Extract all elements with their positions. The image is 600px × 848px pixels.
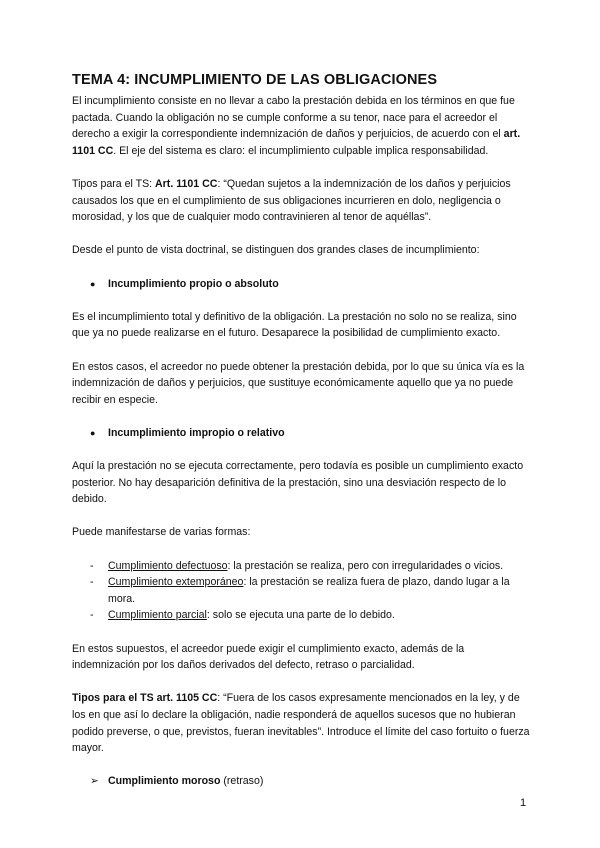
propio-heading-text: Incumplimiento propio o absoluto	[108, 277, 279, 290]
tipos2-text-c: : “Fuera de los casos expresamente mencionados en la ley, y de los en que así lo declare la obligación, nadie responderá de aquellos sucesos que no hubieran podido preverse, o que, previstos, fueran inevitables”. Introduce el límite del caso fortuito o fuerza mayor.	[72, 692, 530, 755]
list-item-term: Cumplimiento defectuoso	[108, 559, 228, 572]
tipos1-text-a: Tipos para el TS:	[72, 177, 156, 190]
impropio-heading	[72, 425, 532, 442]
impropio-paragraph-3: En estos supuestos, el acreedor puede exigir el cumplimiento exacto, además de la indemnización por los daños derivados del defecto, retraso o parcialidad.	[72, 642, 465, 672]
list-item-text: : la prestación se realiza, pero con irregularidades o vicios.	[227, 559, 504, 572]
page-title: TEMA 4: INCUMPLIMIENTO DE LAS OBLIGACIONES	[72, 72, 438, 88]
list-item-text: : la prestación se realiza fuera de plazo, dando lugar a la mora.	[108, 576, 510, 605]
list-item	[72, 607, 532, 624]
dash-marker: -	[90, 559, 94, 572]
list-item	[72, 558, 532, 575]
tipos1-article-ref: Art. 1101 CC	[155, 177, 218, 190]
intro-paragraph	[72, 93, 532, 159]
document-body	[72, 72, 532, 790]
propio-heading	[72, 276, 532, 293]
tipos1-text-c: : “Quedan sujetos a la indemnización de los daños y perjuicios causados los que en el cumplimiento de sus obligaciones incurrieren en dolo, negligencia o morosidad, y los que de cualquier modo contravinieren al tenor de aquéllas”.	[72, 177, 511, 224]
propio-paragraph-2: En estos casos, el acreedor no puede obtener la prestación debida, por lo que su única vía es la indemnización de daños y perjuicios, que sustituye económicamente aquello que ya no puede recibir en especie.	[72, 360, 525, 406]
bullet-icon: ●	[90, 278, 96, 289]
moroso-heading-rest: (retraso)	[220, 775, 264, 788]
impropio-paragraph-1: Aquí la prestación no se ejecuta correctamente, pero todavía es posible un cumplimiento exacto posterior. No hay desaparición definitiva de la prestación, sino una desviación respecto de lo debido.	[72, 460, 524, 506]
intro-text-a: El incumplimiento consiste en no llevar a cabo la prestación debida en los términos en que fue pactada. Cuando la obligación no se cumple conforme a su tenor, nace para el acreedor el derecho a exigir la correspondiente indemnización de daños y perjuicios, de acuerdo con el	[72, 95, 515, 141]
propio-paragraph-1: Es el incumplimiento total y definitivo de la obligación. La prestación no solo no se realiza, sino que ya no puede realizarse en el futuro. Desaparece la posibilidad de cumplimiento exacto.	[72, 310, 517, 340]
doctrina-paragraph: Desde el punto de vista doctrinal, se distinguen dos grandes clases de incumplimiento:	[72, 244, 480, 257]
impropio-heading-text: Incumplimiento impropio o relativo	[108, 426, 285, 439]
tipos-ts-1101-paragraph	[72, 176, 532, 226]
list-item	[72, 574, 532, 607]
impropio-paragraph-2: Puede manifestarse de varias formas:	[72, 526, 251, 539]
arrow-bullet-icon: ➢	[90, 775, 99, 788]
tipos2-article-ref: Tipos para el TS art. 1105 CC	[72, 692, 218, 705]
dash-marker: -	[90, 609, 94, 622]
page-number: 1	[520, 797, 527, 809]
intro-article-ref: art. 1101 CC	[72, 128, 521, 157]
tipos-ts-1105-paragraph	[72, 690, 532, 756]
list-item-text: : solo se ejecuta una parte de lo debido.	[206, 609, 395, 622]
list-item-term: Cumplimiento parcial	[108, 609, 207, 622]
bullet-icon: ●	[90, 427, 96, 438]
dash-marker: -	[90, 576, 94, 589]
moroso-heading-text: Cumplimiento moroso	[108, 775, 221, 788]
intro-text-c: . El eje del sistema es claro: el incumplimiento culpable implica responsabilidad.	[113, 144, 489, 157]
moroso-heading	[72, 773, 532, 790]
list-item-term: Cumplimiento extemporáneo	[108, 576, 244, 589]
forms-list	[72, 558, 532, 624]
